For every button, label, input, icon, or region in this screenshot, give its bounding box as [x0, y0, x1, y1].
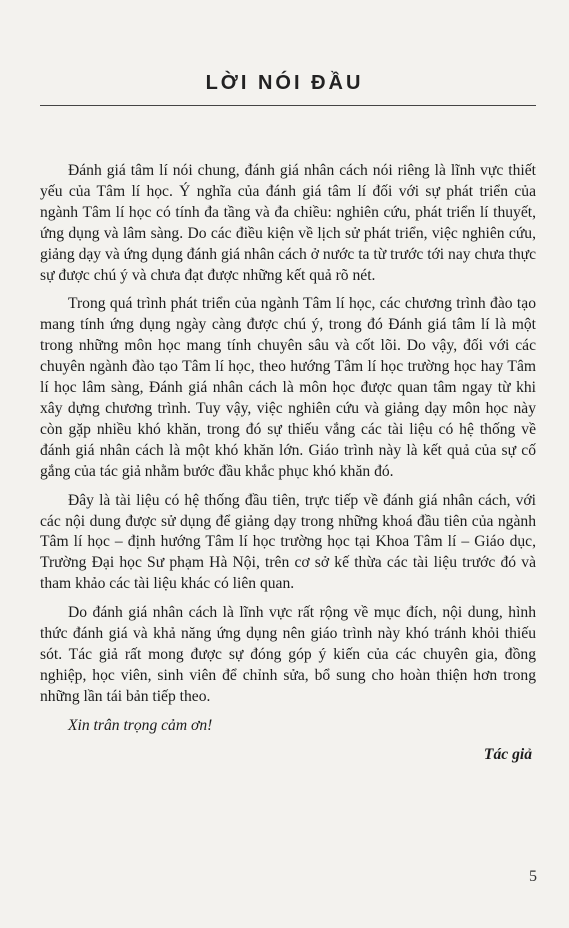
- page-number: 5: [529, 868, 537, 885]
- author-signature: Tác giả: [483, 745, 532, 763]
- thanks-line: Xin trân trọng cảm ơn!: [68, 716, 213, 734]
- page-title: LỜI NÓI ĐẦU: [205, 72, 364, 94]
- paragraph-2: Trong quá trình phát triển của ngành Tâm lí học, các chương trình đào tạo mang tính ứng dụng ngày càng được chú ý, trong đó Đánh giá tâm lí là một trong những môn học mang tính chuyên sâu và cốt lõi. Do vậy, đối với các chuyên ngành đào tạo Tâm lí học, theo hướng Tâm lí học trường học hay Tâm lí học lâm sàng, Đánh giá nhân cách là môn học được quan tâm ngay từ khi xây dựng chương trình. Tuy vậy, việc nghiên cứu và giảng dạy môn học này còn gặp nhiều khó khăn, trong đó sự thiếu vắng các tài liệu có hệ thống về đánh giá nhân cách là một khó khăn lớn. Giáo trình này là kết quả của sự cố gắng của tác giả nhằm bước đầu khắc phục khó khăn đó.: [40, 295, 536, 480]
- paragraph-1: Đánh giá tâm lí nói chung, đánh giá nhân cách nói riêng là lĩnh vực thiết yếu của Tâm lí học. Ý nghĩa của đánh giá tâm lí đối với sự phát triển của ngành Tâm lí học có tính đa tầng và đa chiều: nghiên cứu, phát triển lí thuyết, ứng dụng và lâm sàng. Do các điều kiện về lịch sử phát triển, việc nghiên cứu, giảng dạy và ứng dụng đánh giá nhân cách ở nước ta từ trước tới nay chưa thực sự được chú ý và chưa đạt được những kết quả rõ nét.: [40, 162, 536, 284]
- paragraph-4: Do đánh giá nhân cách là lĩnh vực rất rộng về mục đích, nội dung, hình thức đánh giá và khả năng ứng dụng nên giáo trình này khó tránh khỏi thiếu sót. Tác giả rất mong được sự đóng góp ý kiến của các chuyên gia, đồng nghiệp, học viên, sinh viên để chỉnh sửa, bổ sung cho hoàn thiện hơn trong những lần tái bản tiếp theo.: [40, 604, 536, 705]
- title-underline: [40, 105, 536, 106]
- preface-body: [40, 161, 536, 773]
- paragraph-3: Đây là tài liệu có hệ thống đầu tiên, trực tiếp về đánh giá nhân cách, với các nội dung được sử dụng để giảng dạy trong những khoá đầu tiên của ngành Tâm lí học – định hướng Tâm lí học trường học tại Khoa Tâm lí – Giáo dục, Trường Đại học Sư phạm Hà Nội, trên cơ sở kế thừa các tài liệu trước đó và tham khảo các tài liệu khác có liên quan.: [40, 491, 536, 593]
